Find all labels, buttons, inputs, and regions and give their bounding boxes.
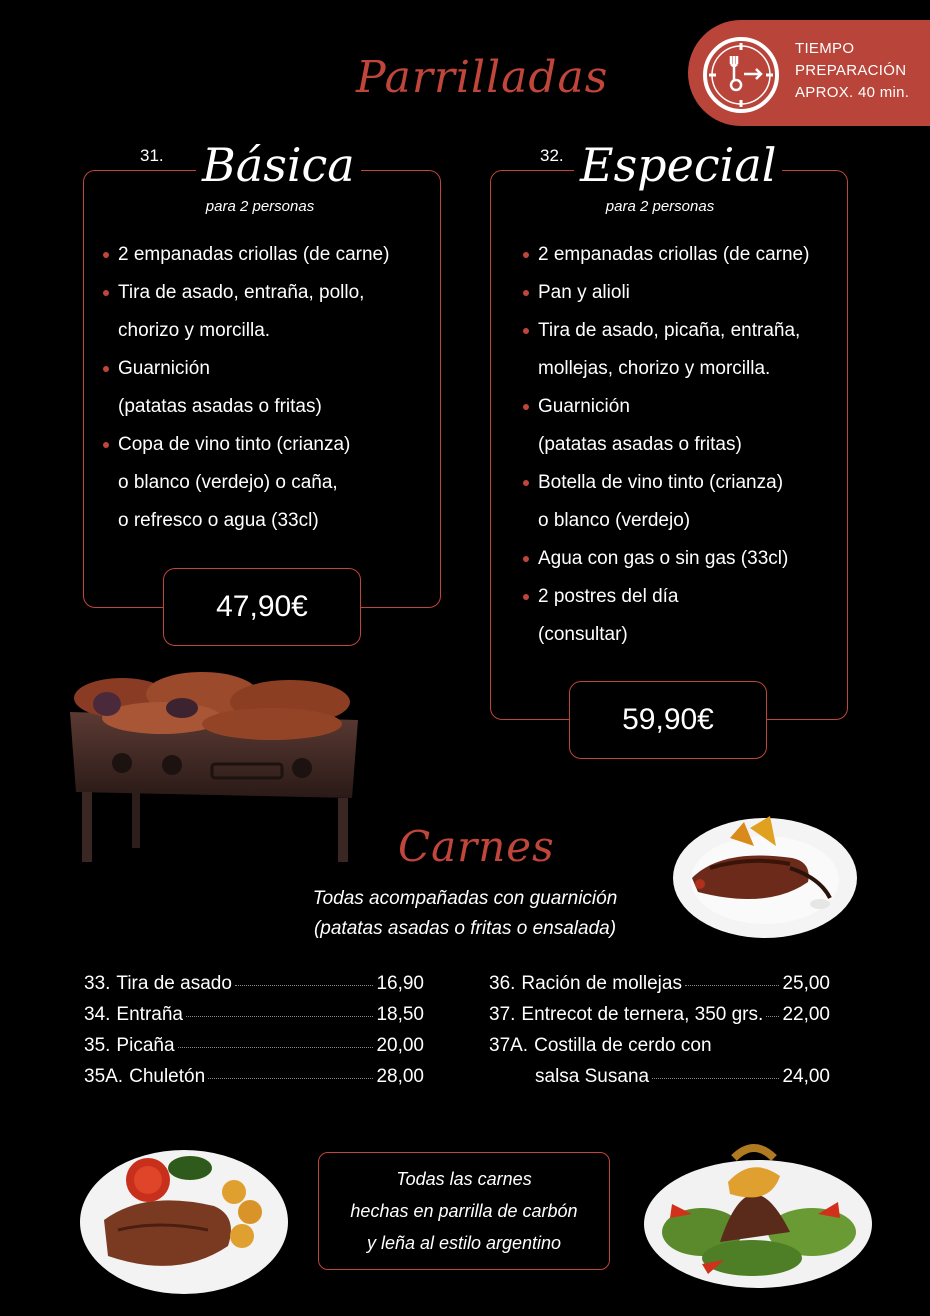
entrecot-plate-photo <box>670 808 860 942</box>
prep-time-line: PREPARACIÓN <box>795 62 907 79</box>
prep-time-line: APROX. 40 min. <box>795 84 910 101</box>
list-item: Tira de asado, picaña, entraña, mollejas, chorizo y morcilla. <box>521 312 841 388</box>
list-item: Tira de asado, entraña, pollo, chorizo y morcilla. <box>101 274 431 350</box>
basica-number: 31. <box>140 146 164 165</box>
menu-row: 35. Picaña 20,00 <box>84 1035 424 1056</box>
parrilladas-title: Parrilladas <box>356 52 609 103</box>
carnes-list-left <box>84 973 424 1097</box>
charcoal-note-box <box>318 1152 610 1270</box>
especial-name: Especial <box>574 140 782 190</box>
list-item: Botella de vino tinto (crianza) o blanco (verdejo) <box>521 464 841 540</box>
especial-price: 59,90€ <box>569 681 767 759</box>
list-item: 2 postres del día (consultar) <box>521 578 841 654</box>
prep-time-text <box>795 38 909 104</box>
basica-price: 47,90€ <box>163 568 361 646</box>
clock-cutlery-icon <box>700 34 782 116</box>
list-item: Pan y alioli <box>521 274 841 312</box>
carnes-list-right <box>489 973 830 1097</box>
basica-subtitle: para 2 personas <box>205 198 315 215</box>
menu-row: 37A. Costilla de cerdo con <box>489 1035 712 1056</box>
especial-subtitle: para 2 personas <box>605 198 715 215</box>
list-item: 2 empanadas criollas (de carne) <box>521 236 841 274</box>
menu-row: 35A. Chuletón 28,00 <box>84 1066 424 1087</box>
grill-photo <box>62 668 362 908</box>
carnes-subtitle-line: Todas acompañadas con guarnición <box>312 888 618 909</box>
menu-row: 36. Ración de mollejas 25,00 <box>489 973 830 994</box>
prep-time-line: TIEMPO <box>795 40 855 57</box>
menu-row: 34. Entraña 18,50 <box>84 1004 424 1025</box>
salad-plate-photo <box>642 1132 874 1292</box>
especial-number: 32. <box>540 146 564 165</box>
list-item: Guarnición (patatas asadas o fritas) <box>101 350 431 426</box>
basica-items <box>101 236 431 540</box>
menu-row: 33. Tira de asado 16,90 <box>84 973 424 994</box>
carnes-subtitle <box>260 884 670 944</box>
list-item: Agua con gas o sin gas (33cl) <box>521 540 841 578</box>
especial-items <box>521 236 841 654</box>
list-item: Guarnición (patatas asadas o fritas) <box>521 388 841 464</box>
basica-name: Básica <box>196 140 361 190</box>
menu-row: salsa Susana 24,00 <box>535 1066 830 1087</box>
list-item: 2 empanadas criollas (de carne) <box>101 236 431 274</box>
note-line: y leña al estilo argentino <box>366 1233 562 1253</box>
list-item: Copa de vino tinto (crianza) o blanco (verdejo) o caña, o refresco o agua (33cl) <box>101 426 431 540</box>
note-line: Todas las carnes <box>396 1169 532 1189</box>
note-line: hechas en parrilla de carbón <box>350 1201 578 1221</box>
menu-row: 37. Entrecot de ternera, 350 grs. 22,00 <box>489 1004 830 1025</box>
carnes-subtitle-line: (patatas asadas o fritas o ensalada) <box>313 918 617 939</box>
chuleton-plate-photo <box>78 1140 290 1298</box>
carnes-title: Carnes <box>398 822 555 871</box>
